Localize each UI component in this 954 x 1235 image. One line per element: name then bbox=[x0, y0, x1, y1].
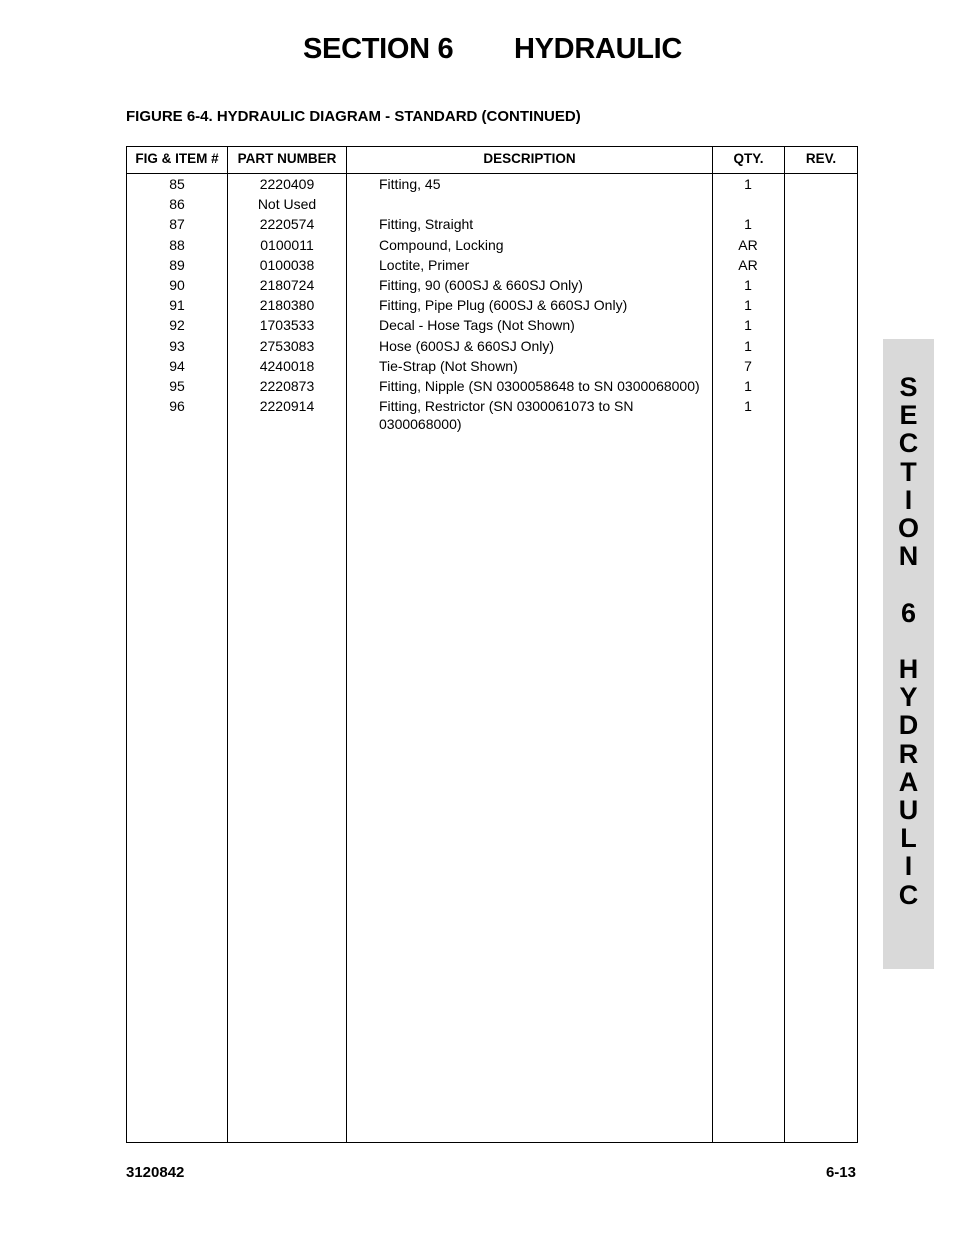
table-row bbox=[127, 255, 857, 275]
side-tab-letter: O bbox=[897, 513, 919, 544]
qty-cell: 7 bbox=[744, 357, 752, 374]
part-number-cell: 2753083 bbox=[259, 337, 315, 354]
table-row bbox=[127, 214, 857, 234]
description-cell: Fitting, Pipe Plug (600SJ & 660SJ Only) bbox=[379, 297, 628, 314]
side-tab-letter: L bbox=[900, 823, 917, 854]
fig-item-cell: 87 bbox=[169, 216, 185, 233]
side-tab-letter: I bbox=[904, 851, 913, 882]
parts-table bbox=[126, 146, 858, 1143]
description-cell: Decal - Hose Tags (Not Shown) bbox=[379, 317, 575, 334]
table-row bbox=[127, 376, 857, 396]
column-header-rev: REV. bbox=[805, 151, 837, 166]
qty-cell: 1 bbox=[744, 276, 752, 293]
table-row bbox=[127, 194, 857, 214]
fig-item-cell: 96 bbox=[169, 398, 185, 415]
qty-cell: 1 bbox=[744, 317, 752, 334]
side-tab-letter: I bbox=[904, 484, 913, 515]
side-tab-letter: A bbox=[898, 766, 919, 797]
fig-item-cell: 92 bbox=[169, 317, 185, 334]
side-tab-letter: N bbox=[898, 541, 919, 572]
side-tab-letter bbox=[883, 570, 934, 598]
qty-cell: 1 bbox=[744, 176, 752, 192]
side-tab-letter: D bbox=[898, 710, 919, 741]
qty-cell: 1 bbox=[744, 297, 752, 314]
table-row bbox=[127, 295, 857, 315]
part-number-cell: 2220574 bbox=[259, 216, 315, 233]
side-tab-letter: C bbox=[898, 428, 919, 459]
fig-item-cell: 88 bbox=[169, 236, 185, 253]
side-tab-letter: H bbox=[898, 654, 919, 685]
page-number: 6-13 bbox=[825, 1164, 856, 1181]
qty-cell: 1 bbox=[744, 337, 752, 354]
part-number-cell: 4240018 bbox=[259, 357, 315, 374]
side-tab-letter: 6 bbox=[900, 597, 917, 628]
part-number-cell: 2220409 bbox=[259, 176, 315, 192]
description-cell bbox=[379, 194, 709, 195]
table-row bbox=[127, 336, 857, 356]
description-cell: Loctite, Primer bbox=[379, 256, 470, 273]
column-header-qty: QTY. bbox=[733, 151, 764, 166]
fig-item-cell: 85 bbox=[169, 176, 185, 192]
description-cell: Compound, Locking bbox=[379, 236, 504, 253]
document-number: 3120842 bbox=[126, 1164, 185, 1181]
description-cell: Fitting, Restrictor (SN 0300061073 to SN 0300068000) bbox=[379, 398, 634, 433]
fig-item-cell: 89 bbox=[169, 256, 185, 273]
part-number-cell: 0100038 bbox=[259, 256, 315, 273]
section-side-tab bbox=[883, 339, 934, 969]
table-row bbox=[127, 235, 857, 255]
part-number-cell: 2180724 bbox=[259, 276, 315, 293]
description-cell: Tie-Strap (Not Shown) bbox=[379, 357, 518, 374]
qty-cell: AR bbox=[738, 256, 758, 273]
description-cell: Fitting, Nipple (SN 0300058648 to SN 0300068000) bbox=[379, 377, 700, 394]
table-row bbox=[127, 275, 857, 295]
table-row bbox=[127, 315, 857, 335]
qty-cell: 1 bbox=[744, 216, 752, 233]
part-number-cell: 1703533 bbox=[259, 317, 315, 334]
qty-cell: AR bbox=[738, 236, 758, 253]
table-row bbox=[127, 356, 857, 376]
figure-title: FIGURE 6-4. HYDRAULIC DIAGRAM - STANDARD (CONTINUED) bbox=[126, 108, 581, 125]
fig-item-cell: 91 bbox=[169, 297, 185, 314]
fig-item-cell: 93 bbox=[169, 337, 185, 354]
side-tab-letters bbox=[883, 373, 934, 909]
description-cell: Hose (600SJ & 660SJ Only) bbox=[379, 337, 555, 354]
side-tab-letter: R bbox=[898, 738, 919, 769]
fig-item-cell: 95 bbox=[169, 377, 185, 394]
qty-cell: 1 bbox=[744, 377, 752, 394]
side-tab-letter: C bbox=[898, 879, 919, 910]
qty-cell: 1 bbox=[744, 398, 752, 415]
description-cell: Fitting, 90 (600SJ & 660SJ Only) bbox=[379, 276, 583, 293]
side-tab-letter bbox=[883, 627, 934, 655]
section-number: SECTION 6 bbox=[303, 33, 454, 65]
side-tab-letter: S bbox=[899, 372, 918, 402]
column-header-part-number: PART NUMBER bbox=[237, 151, 337, 166]
side-tab-letter: T bbox=[900, 456, 917, 487]
fig-item-cell: 86 bbox=[169, 196, 185, 213]
table-row bbox=[127, 396, 857, 433]
column-header-description: DESCRIPTION bbox=[483, 151, 576, 166]
part-number-cell: 2180380 bbox=[259, 297, 315, 314]
description-cell: Fitting, Straight bbox=[379, 216, 474, 233]
column-header-fig-item: FIG & ITEM # bbox=[135, 151, 219, 166]
fig-item-cell: 94 bbox=[169, 357, 185, 374]
side-tab-letter: U bbox=[898, 795, 919, 826]
fig-item-cell: 90 bbox=[169, 276, 185, 293]
part-number-cell: 2220914 bbox=[259, 398, 315, 415]
table-row bbox=[127, 174, 857, 194]
section-name: HYDRAULIC bbox=[514, 33, 683, 65]
side-tab-letter: E bbox=[899, 400, 918, 431]
part-number-cell: Not Used bbox=[257, 196, 317, 213]
table-body bbox=[127, 174, 857, 433]
side-tab-letter: Y bbox=[899, 682, 918, 713]
part-number-cell: 0100011 bbox=[260, 236, 314, 253]
part-number-cell: 2220873 bbox=[259, 377, 315, 394]
description-cell: Fitting, 45 bbox=[379, 176, 441, 192]
